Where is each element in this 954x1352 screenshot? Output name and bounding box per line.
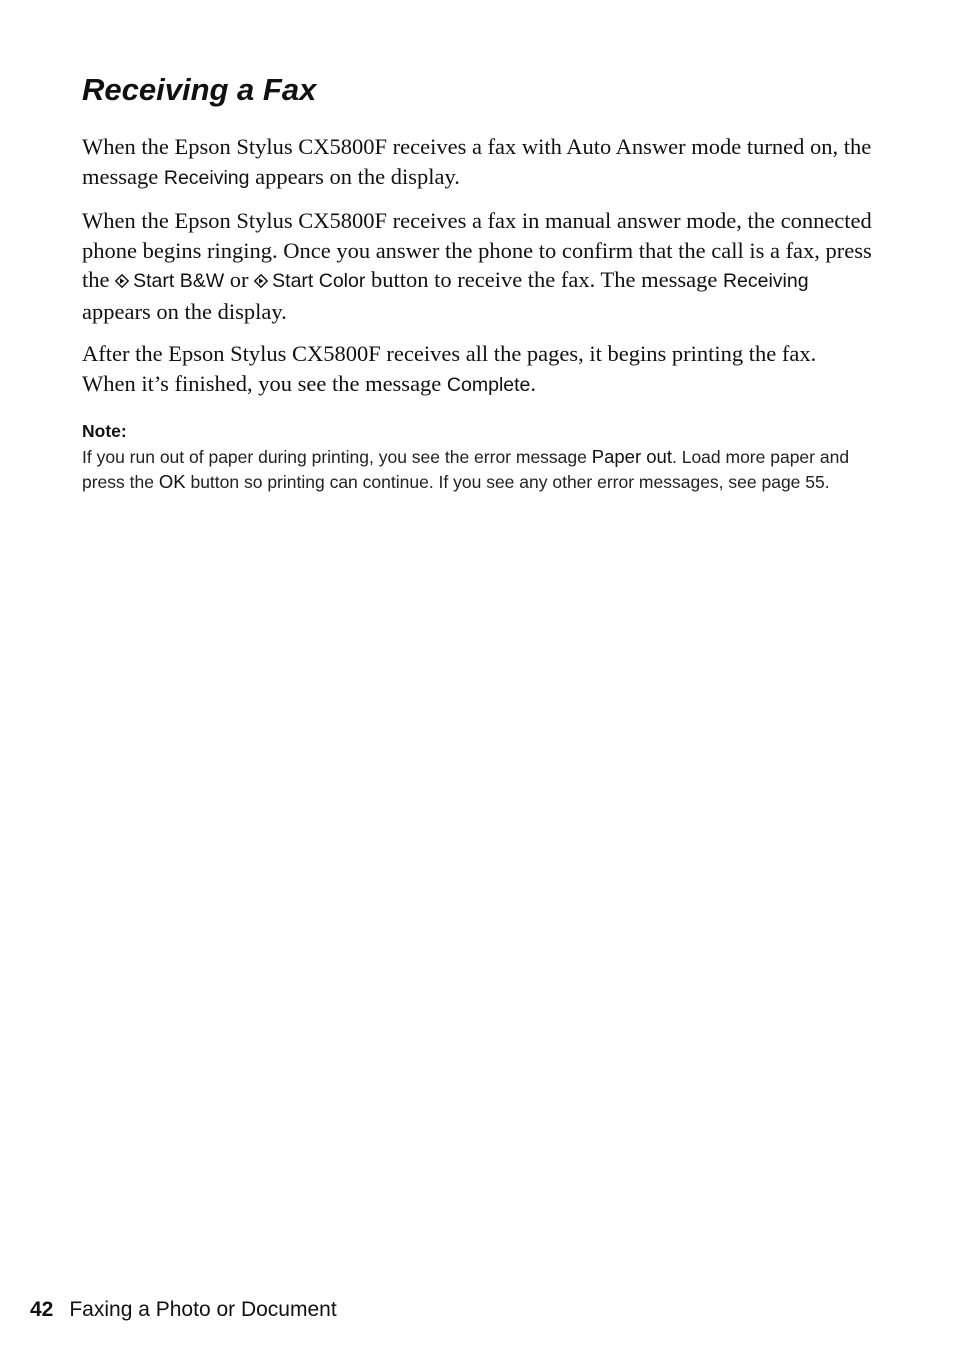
ui-button-start-color: Start Color (272, 270, 366, 292)
ui-message-receiving: Receiving (163, 166, 250, 189)
footer-section-title: Faxing a Photo or Document (69, 1298, 337, 1321)
page-number: 42 (30, 1298, 54, 1321)
ui-message-receiving: Receiving (722, 270, 809, 292)
page-content (82, 70, 872, 494)
page-title: Receiving a Fax (82, 72, 317, 107)
ui-message-complete: Complete (446, 373, 531, 396)
paragraph-complete: After the Epson Stylus CX5800F receives all the pages, it begins printing the fax. When it’s finished, you see the message Complete. (82, 341, 817, 396)
ui-button-start-bw: Start B&W (133, 270, 225, 292)
start-diamond-icon (115, 274, 129, 288)
note-label: Note: (82, 421, 127, 441)
ui-button-ok: OK (158, 470, 186, 492)
note-text: If you run out of paper during printing, you see the error message Paper out. Load more paper and press the OK button so printing can continue. If you see any other error messages, see page 55. (82, 446, 850, 492)
paragraph-auto-answer: When the Epson Stylus CX5800F receives a fax with Auto Answer mode turned on, the message Receiving appears on the display. (82, 134, 872, 189)
paragraph-manual-answer: When the Epson Stylus CX5800F receives a fax in manual answer mode, the connected phone begins ringing. Once you answer the phone to confirm that the call is a fax, press the Start B&W or Start Color button to receive the fax. The message Receiving appears on the display. (82, 208, 872, 324)
page-footer (30, 1296, 337, 1324)
start-diamond-icon (254, 274, 268, 288)
ui-message-paper-out: Paper out (591, 446, 672, 467)
